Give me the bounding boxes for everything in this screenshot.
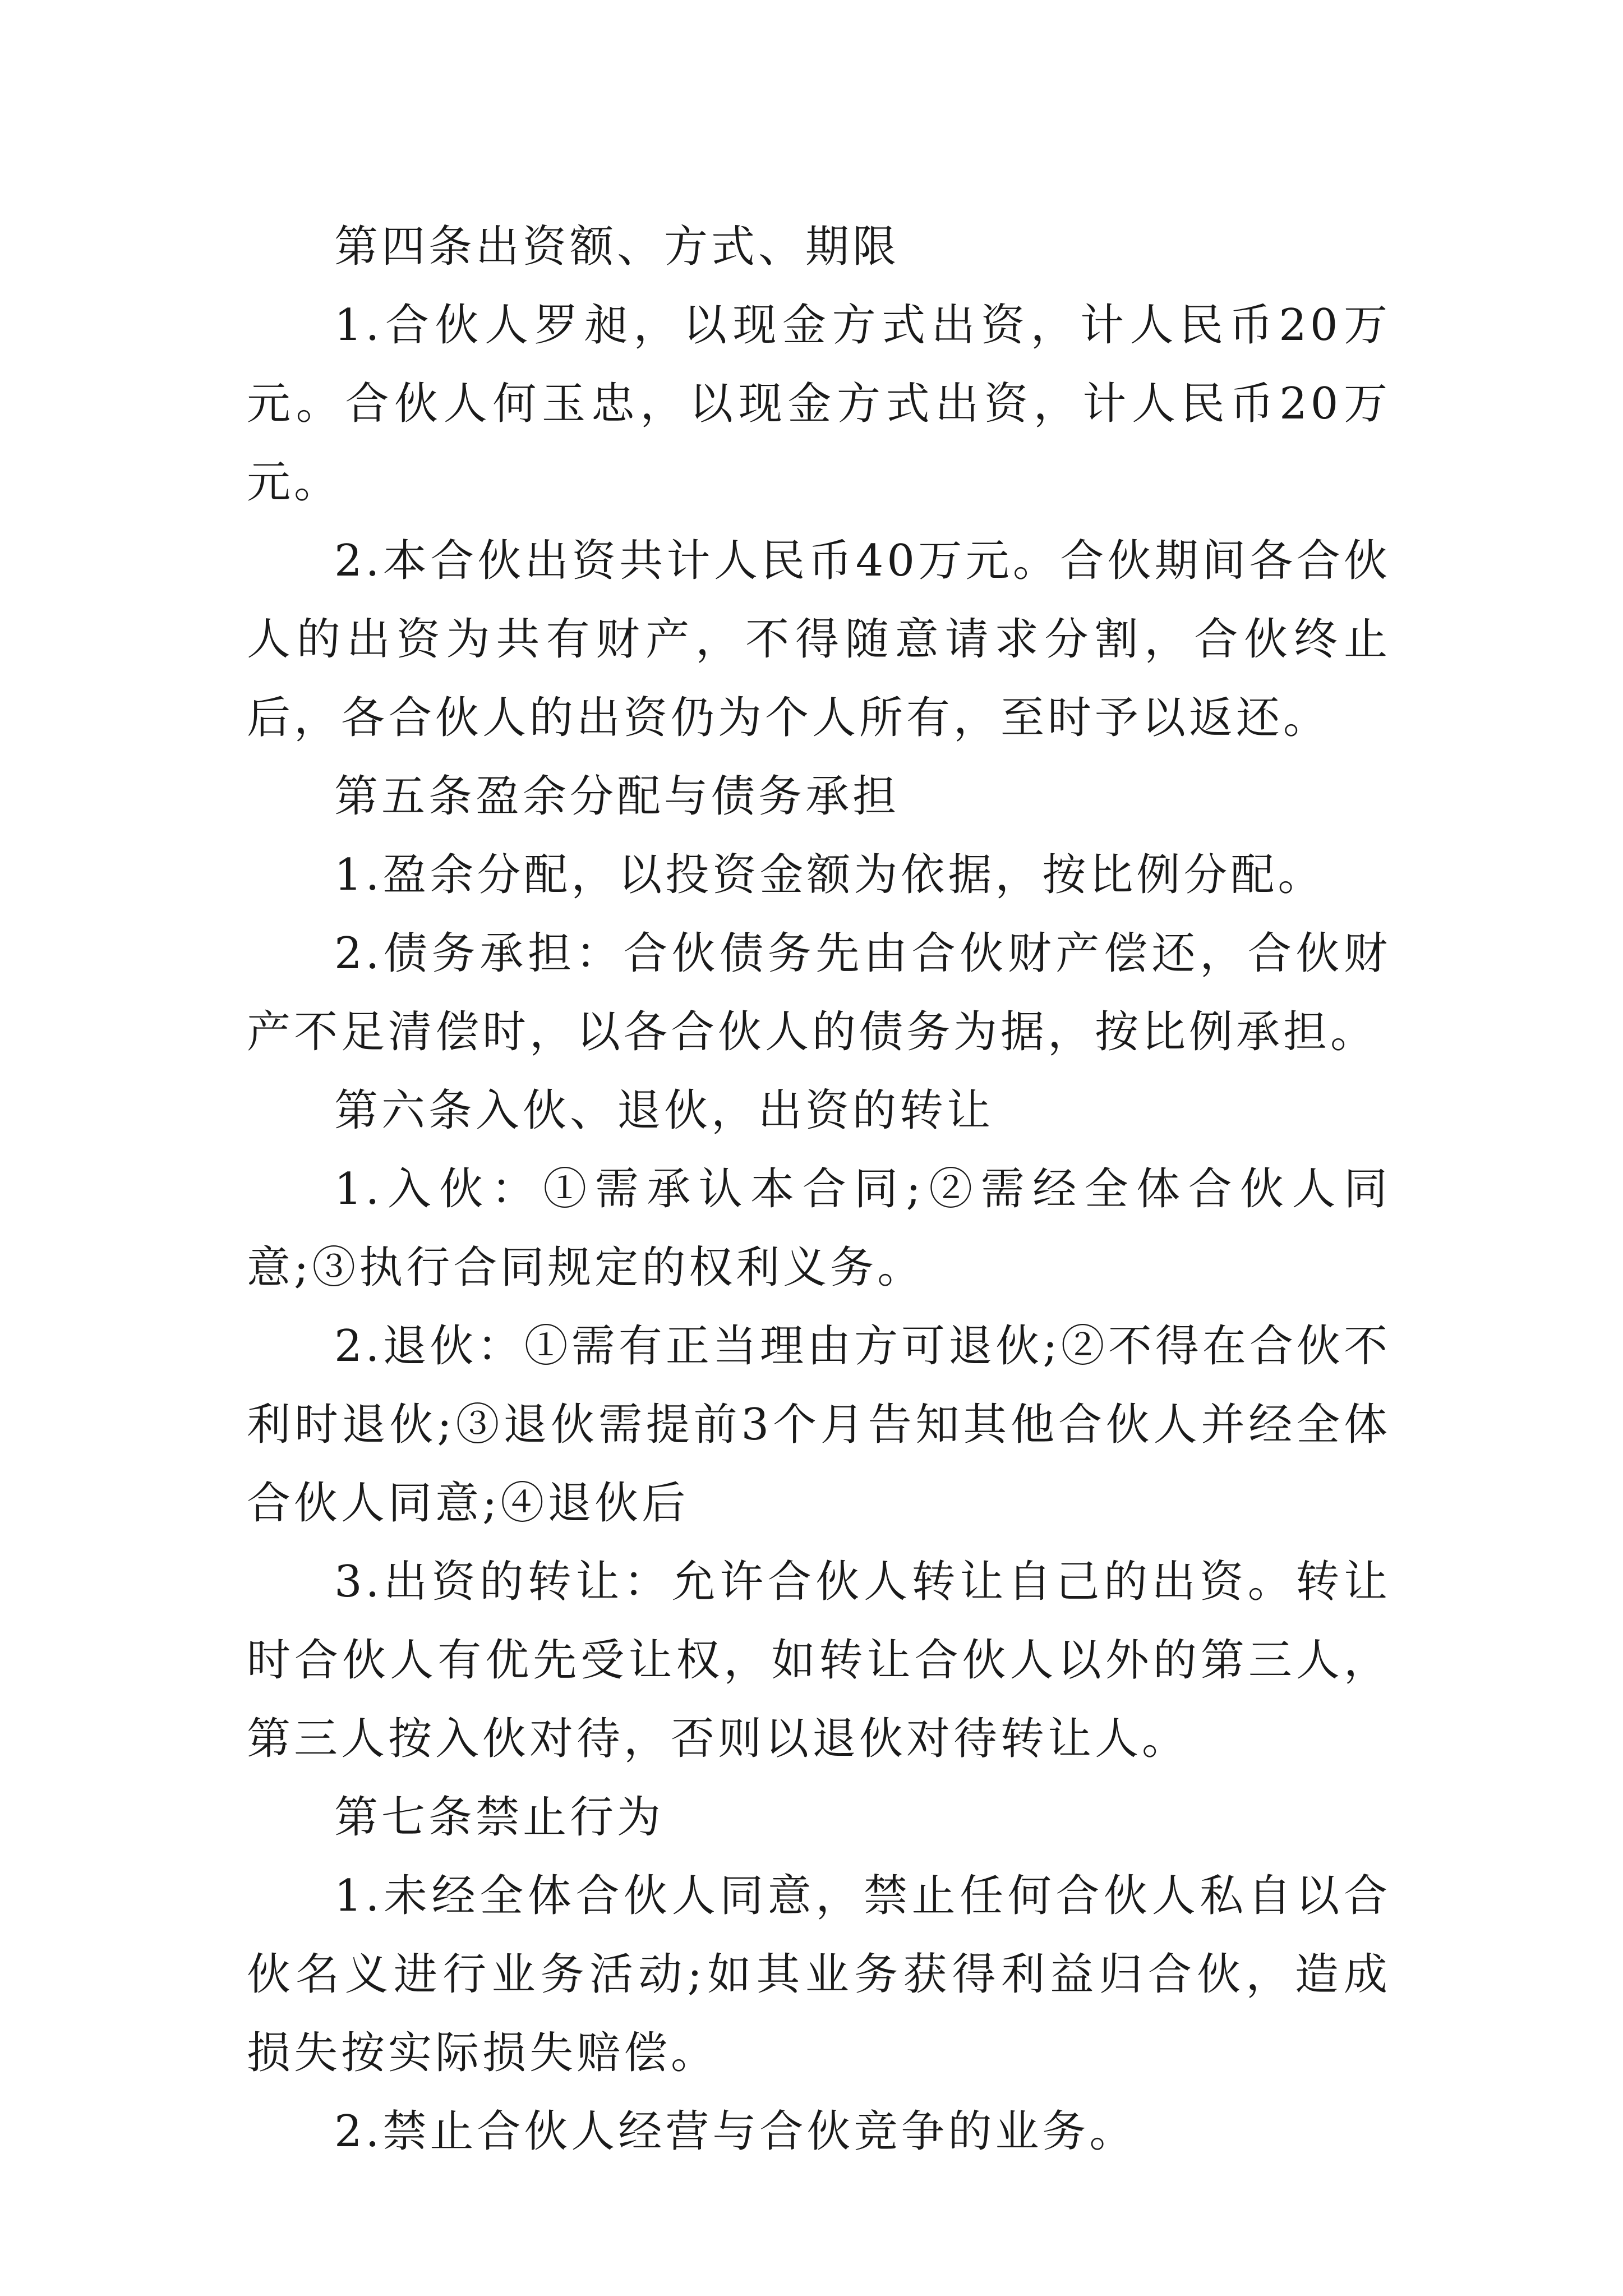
article-4-heading: 第四条出资额、方式、期限	[334, 222, 900, 272]
article-7-clause-1: 1.未经全体合伙人同意，禁止任何合伙人私自以合伙名义进行业务活动;如其业务获得利益归合伙，造成损失按实际损失赔偿。	[247, 1871, 1391, 2078]
article-6-clause-3: 3.出资的转让：允许合伙人转让自己的出资。转让时合伙人有优先受让权，如转让合伙人以外的第三人，第三人按入伙对待，否则以退伙对待转让人。	[247, 1557, 1391, 1764]
article-6-clause-1: 1.入伙：①需承认本合同;②需经全体合伙人同意;③执行合同规定的权利义务。	[247, 1164, 1391, 1293]
article-7-clause-2: 2.禁止合伙人经营与合伙竞争的业务。	[334, 2106, 1137, 2157]
article-4-clause-1: 1.合伙人罗昶，以现金方式出资，计人民币20万元。合伙人何玉忠，以现金方式出资，计人民币20万元。	[247, 300, 1391, 508]
article-5-clause-1: 1.盈余分配，以投资金额为依据，按比例分配。	[334, 850, 1325, 900]
article-4-clause-2: 2.本合伙出资共计人民币40万元。合伙期间各合伙人的出资为共有财产，不得随意请求分割，合伙终止后，各合伙人的出资仍为个人所有，至时予以返还。	[247, 536, 1391, 743]
article-5-clause-2: 2.债务承担：合伙债务先由合伙财产偿还，合伙财产不足清偿时，以各合伙人的债务为据，按比例承担。	[247, 928, 1391, 1057]
article-5-heading: 第五条盈余分配与债务承担	[334, 771, 900, 822]
document-body	[247, 208, 1391, 2171]
article-6-heading: 第六条入伙、退伙，出资的转让	[334, 1085, 994, 1136]
article-6-clause-2: 2.退伙：①需有正当理由方可退伙;②不得在合伙不利时退伙;③退伙需提前3个月告知其他合伙人并经全体合伙人同意;④退伙后	[247, 1321, 1391, 1529]
article-7-heading: 第七条禁止行为	[334, 1792, 665, 1843]
